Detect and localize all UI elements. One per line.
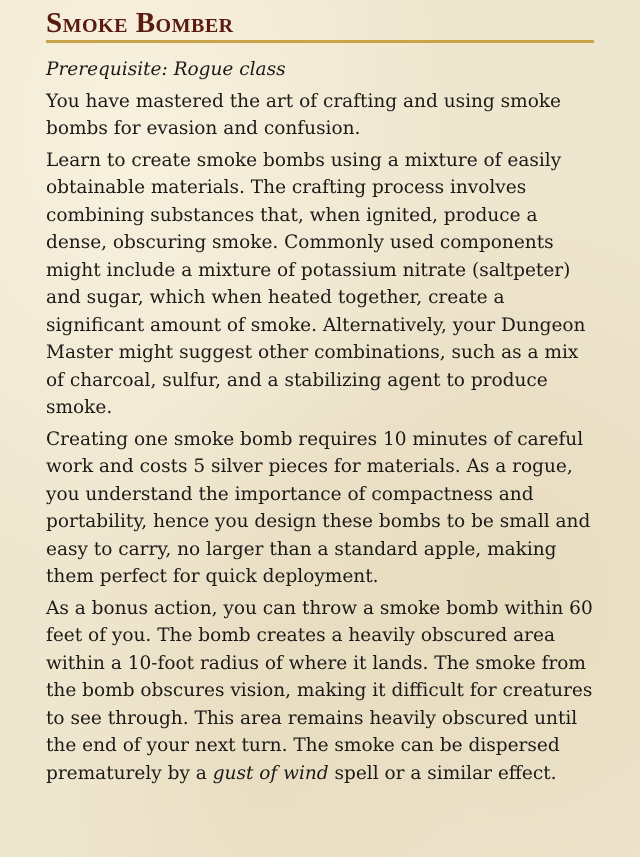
title-divider bbox=[46, 40, 594, 43]
feat-prerequisite: Prerequisite: Rogue class bbox=[46, 59, 286, 80]
feat-paragraph-intro: You have mastered the art of crafting and using smoke bombs for evasion and confusion. bbox=[46, 90, 561, 139]
spell-name-gust-of-wind: gust of wind bbox=[212, 762, 329, 784]
feat-body bbox=[46, 56, 602, 791]
feat-paragraph-usage bbox=[46, 595, 602, 788]
feat-paragraph-crafting: Learn to create smoke bombs using a mixture of easily obtainable materials. The crafting process involves combining substances that, when ignited, produce a dense, obscuring smoke. Commonly used components might include a mixture of potassium nitrate (saltpeter) and sugar, which when heated together, create a significant amount of smoke. Alternatively, your Dungeon Master might suggest other combinations, such as a mix of charcoal, sulfur, and a stabilizing agent to produce smoke. bbox=[46, 149, 586, 418]
feat-title: Smoke Bomber bbox=[46, 7, 234, 39]
feat-paragraph-cost: Creating one smoke bomb requires 10 minutes of careful work and costs 5 silver pieces for materials. As a rogue, you understand the importance of compactness and portability, hence you design these bombs to be small and easy to carry, no larger than a standard apple, making them perfect for quick deployment. bbox=[46, 428, 591, 587]
usage-text-after: spell or a similar effect. bbox=[328, 762, 557, 784]
usage-text-before: As a bonus action, you can throw a smoke bomb within 60 feet of you. The bomb creates a heavily obscured area within a 10-foot radius of where it lands. The smoke from the bomb obscures vision, making it difficult for creatures to see through. This area remains heavily obscured until the end of your next turn. The smoke can be dispersed prematurely by a bbox=[46, 597, 593, 784]
